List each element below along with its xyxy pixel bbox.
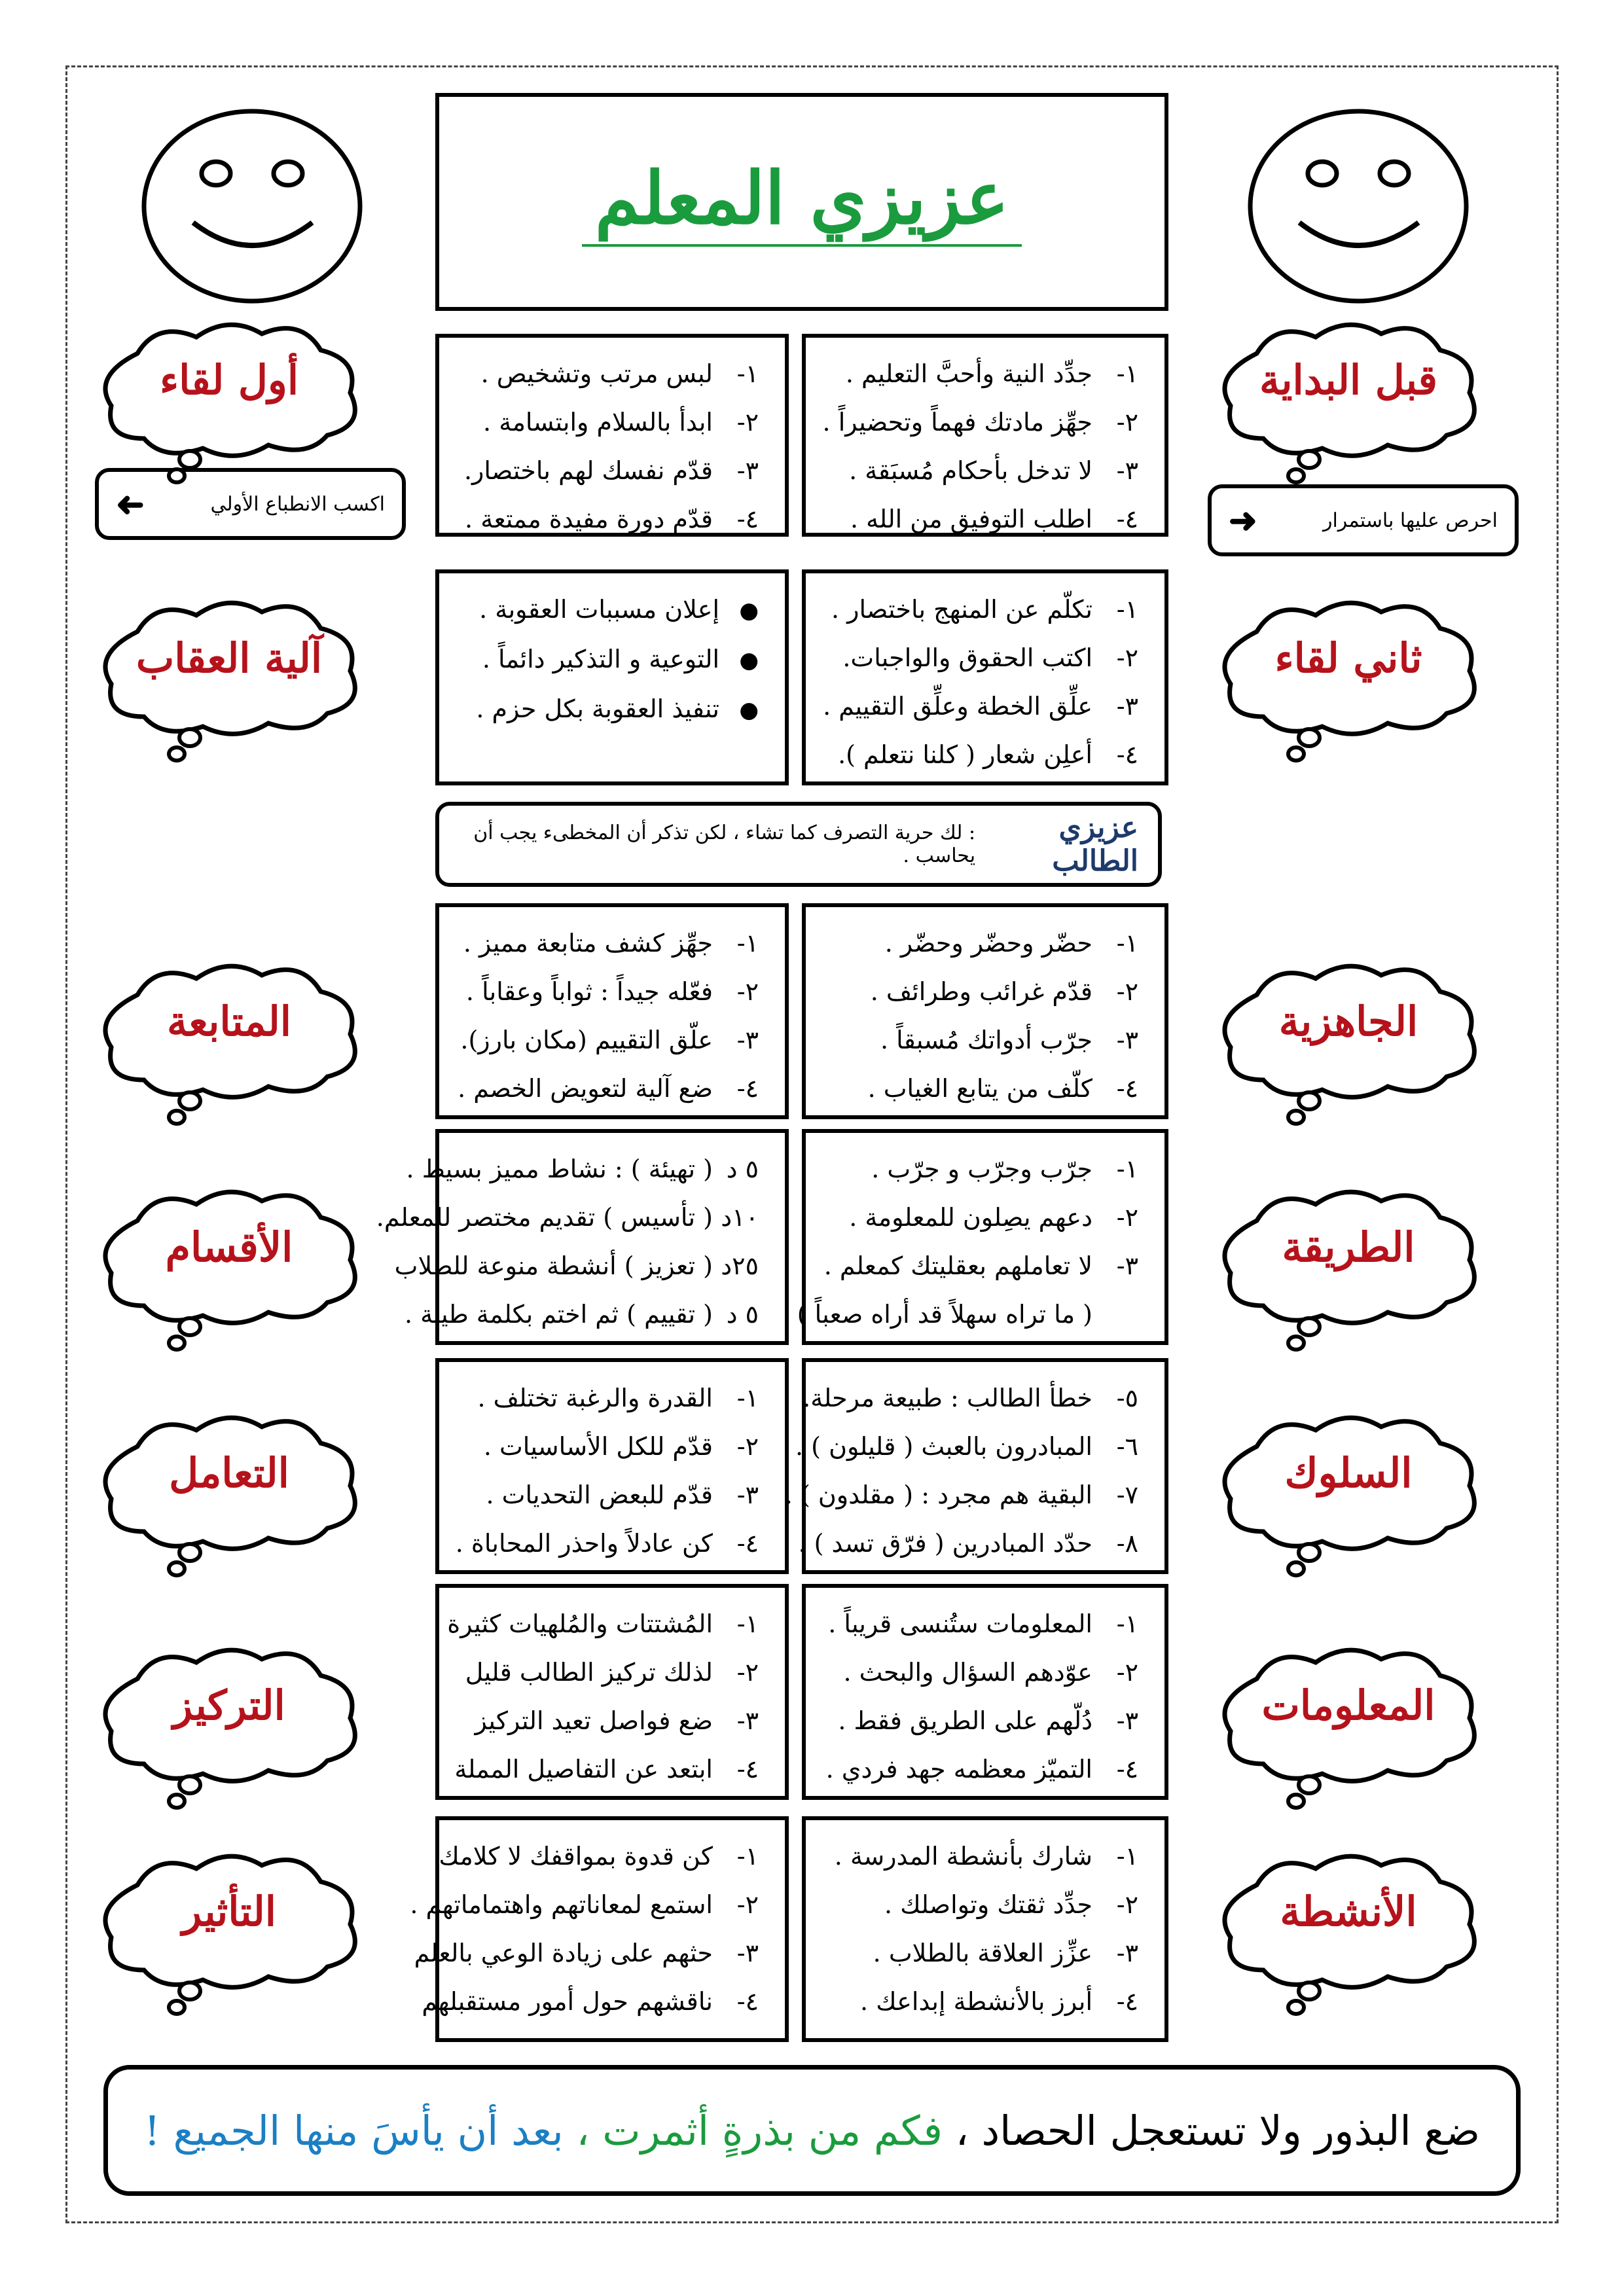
- item-number: ٢-: [736, 408, 759, 437]
- item-number: ●: [739, 598, 759, 624]
- item-number: ٤-: [1116, 505, 1138, 533]
- item-number: ٢-: [736, 977, 759, 1006]
- section-title: التعامل: [169, 1448, 289, 1497]
- item-number: ٥ د: [726, 1300, 759, 1329]
- list-item: [422, 1977, 759, 2026]
- list-item: [459, 1422, 759, 1471]
- arrow-left-icon: ➜: [1229, 500, 1257, 541]
- list-item: [404, 1290, 759, 1338]
- list-item: [459, 585, 759, 635]
- item-text: ضع آلية لتعويض الخصم .: [458, 1074, 713, 1103]
- list-item: [825, 1696, 1138, 1745]
- item-text: عزِّز العلاقة بالطلاب .: [873, 1939, 1092, 1967]
- tips-box-2: [802, 569, 1168, 785]
- item-number: ١-: [1116, 1609, 1138, 1638]
- item-text: المعلومات ستُنسى قريباً .: [828, 1609, 1092, 1638]
- cloud-label-0: [1211, 314, 1486, 484]
- list-item: [825, 495, 1138, 543]
- item-text: المُشتتات والمُلهيات كثيرة: [447, 1609, 713, 1638]
- item-text: حدّد المبادرين ( فرّق تسد ) .: [798, 1529, 1092, 1558]
- title-box: [435, 93, 1168, 311]
- list-item: [825, 1929, 1138, 1977]
- item-number: ٢-: [1116, 977, 1138, 1006]
- note-right-text: احرص عليها باستمرار: [1322, 509, 1498, 532]
- cloud-label-10: [1211, 1640, 1486, 1810]
- item-number: ٣-: [736, 1706, 759, 1735]
- item-text: قدّم غرائب وطرائف .: [870, 977, 1092, 1006]
- section-title: أول لقاء: [159, 355, 299, 404]
- item-text: قدّم للكل الأساسيات .: [483, 1432, 713, 1461]
- tips-box-8: [784, 1358, 1168, 1574]
- page-title: عزيزي المعلم: [582, 157, 1022, 247]
- item-number: ٤-: [736, 1987, 759, 2016]
- list-item: [825, 1880, 1138, 1929]
- list-item: [459, 685, 759, 734]
- list-item: [795, 1422, 1138, 1471]
- item-text: شارك بأنشطة المدرسة .: [834, 1842, 1092, 1871]
- item-text: أعلِن شعار ( كلنا نتعلم ).: [838, 740, 1092, 769]
- list-item: [459, 1696, 759, 1745]
- list-item: [822, 398, 1138, 446]
- item-number: ١-: [1116, 595, 1138, 624]
- tips-box-12: [802, 1816, 1168, 2042]
- list-item: [825, 585, 1138, 634]
- item-text: ( تقييم ) ثم اختم بكلمة طيبة .: [404, 1300, 713, 1329]
- item-text: اكتب الحقوق والواجبات.: [842, 643, 1092, 672]
- item-number: ٤-: [1116, 1755, 1138, 1784]
- footer-quote: [103, 2065, 1521, 2196]
- item-number: ٢٥د: [721, 1251, 759, 1280]
- item-text: ابتعد عن التفاصيل المملة: [454, 1755, 713, 1784]
- cloud-label-8: [1211, 1407, 1486, 1577]
- item-text: لا تدخل بأحكام مُسبَقة .: [849, 456, 1092, 485]
- item-text: ( تهيئة ) : نشاط مميز بسيط .: [406, 1155, 713, 1183]
- cloud-label-3: [92, 592, 367, 762]
- list-item: [784, 1471, 1138, 1519]
- item-text: جدِّد النية وأحبَّ التعليم .: [845, 359, 1092, 388]
- item-number: ٨-: [1116, 1529, 1138, 1558]
- cloud-label-6: [1211, 1181, 1486, 1352]
- tips-box-1: [435, 334, 789, 537]
- item-text: جرّب وجرّب و جرّب .: [871, 1155, 1092, 1183]
- list-item: [459, 919, 759, 967]
- item-text: ضع فواصل تعيد التركيز: [475, 1706, 713, 1735]
- list-item: [459, 1374, 759, 1422]
- item-text: لذلك تركيز الطالب قليل: [465, 1658, 713, 1687]
- item-text: جرّب أدواتك مُسبقاً .: [880, 1026, 1092, 1054]
- item-number: ٣-: [736, 1939, 759, 1967]
- list-item: [459, 1471, 759, 1519]
- item-number: ٣-: [1116, 1251, 1138, 1280]
- item-number: ٤-: [1116, 740, 1138, 769]
- item-text: المبادرون بالعبث ( قليلون ) .: [795, 1432, 1092, 1461]
- item-text: جدِّد ثقتك وتواصلك .: [884, 1890, 1092, 1919]
- footer-part1: ضع البذور ولا تستعجل الحصاد ،: [955, 2106, 1481, 2155]
- item-text: البقية هم مجرد : ( مقلدون ) .: [784, 1480, 1092, 1509]
- item-number: ١-: [1116, 929, 1138, 958]
- item-number: ١٠د: [721, 1203, 759, 1232]
- tips-box-11: [435, 1584, 789, 1800]
- cloud-label-12: [1211, 1846, 1486, 2016]
- list-item: [459, 635, 759, 685]
- cloud-label-4: [1211, 956, 1486, 1126]
- item-text: لبس مرتب وتشخيص .: [480, 359, 713, 388]
- item-text: لا تعاملهم بعقليتك كمعلم .: [823, 1251, 1092, 1280]
- list-item: [447, 1600, 759, 1648]
- item-number: ٧-: [1116, 1480, 1138, 1509]
- list-item: [459, 446, 759, 495]
- list-item: [394, 1242, 759, 1290]
- section-title: الأقسام: [165, 1223, 293, 1271]
- list-item: [825, 446, 1138, 495]
- tips-box-6: [797, 1129, 1168, 1345]
- list-item: [825, 1242, 1138, 1290]
- list-item: [410, 1880, 759, 1929]
- list-item: [459, 398, 759, 446]
- item-text: كن قدوة بمواقفك لا كلامك: [439, 1842, 713, 1871]
- list-item: [797, 1290, 1138, 1338]
- smiley-face-left-icon: [141, 108, 363, 304]
- tips-box-7: [376, 1129, 789, 1345]
- list-item: [825, 1600, 1138, 1648]
- item-text: كن عادلاً واحذر المحاباة .: [455, 1529, 713, 1558]
- list-item: [825, 1145, 1138, 1193]
- item-text: ( ما تراه سهلاً قد أراه صعباً ): [797, 1300, 1092, 1329]
- cloud-label-13: [92, 1846, 367, 2016]
- footer-part3: بعد أن يأسَ منها الجميع !: [143, 2106, 564, 2155]
- section-title: ثاني لقاء: [1274, 634, 1422, 682]
- cloud-label-1: [92, 314, 367, 484]
- item-number: ٣-: [1116, 1706, 1138, 1735]
- list-item: [825, 1977, 1138, 2026]
- item-number: ٢-: [1116, 643, 1138, 672]
- item-text: تنفيذ العقوبة بكل حزم .: [476, 694, 719, 723]
- section-title: التركيز: [173, 1681, 285, 1729]
- cloud-label-11: [92, 1640, 367, 1810]
- item-text: فعّله جيداً : ثواباً وعقاباً .: [465, 977, 713, 1006]
- footer-part2: فكم من بذرةٍ أثمرت ،: [576, 2106, 943, 2155]
- list-item: [454, 1745, 759, 1793]
- list-item: [825, 1745, 1138, 1793]
- item-number: ٣-: [736, 1026, 759, 1054]
- item-text: قدّم دورة مفيدة ممتعة .: [465, 505, 713, 533]
- item-number: ٣-: [1116, 456, 1138, 485]
- list-item: [459, 495, 759, 543]
- item-text: قدّم للبعض التحديات .: [486, 1480, 713, 1509]
- item-text: عوّدهم السؤال والبحث .: [843, 1658, 1092, 1687]
- item-text: ( تعزيز ) أنشطة منوعة للطلاب: [394, 1251, 713, 1280]
- section-title: السلوك: [1284, 1448, 1413, 1497]
- item-text: القدرة والرغبة تختلف .: [477, 1384, 713, 1412]
- note-right: [1208, 484, 1519, 556]
- list-item: [825, 350, 1138, 398]
- item-number: ٢-: [1116, 1890, 1138, 1919]
- list-item: [825, 682, 1138, 730]
- cloud-label-5: [92, 956, 367, 1126]
- item-number: ١-: [736, 1842, 759, 1871]
- list-item: [825, 1064, 1138, 1113]
- item-text: جهِّز مادتك فهماً وتحضيراً .: [822, 408, 1092, 437]
- list-item: [798, 1519, 1138, 1568]
- item-number: ١-: [736, 929, 759, 958]
- item-number: ٥-: [1116, 1384, 1138, 1412]
- item-number: ٢-: [736, 1890, 759, 1919]
- item-number: ●: [739, 697, 759, 723]
- list-item: [459, 1016, 759, 1064]
- item-number: ٣-: [1116, 692, 1138, 721]
- item-number: ٢-: [736, 1658, 759, 1687]
- item-text: ناقشهم حول أمور مستقبلهم: [422, 1987, 713, 2016]
- list-item: [455, 1519, 759, 1568]
- item-text: قدّم نفسك لهم باختصار.: [463, 456, 713, 485]
- item-text: دُلّهم على الطريق فقط .: [838, 1706, 1092, 1735]
- item-text: ابدأ بالسلام وابتسامة .: [483, 408, 713, 437]
- student-note: [435, 802, 1162, 887]
- item-number: ٤-: [1116, 1074, 1138, 1103]
- tips-box-10: [802, 1584, 1168, 1800]
- section-title: الجاهزية: [1278, 997, 1418, 1045]
- item-text: ( تأسيس ) تقديم مختصر للمعلم.: [376, 1203, 713, 1232]
- item-text: كلّف من يتابع الغياب .: [867, 1074, 1092, 1103]
- list-item: [825, 967, 1138, 1016]
- list-item: [825, 1193, 1138, 1242]
- item-text: إعلان مسببات العقوبة .: [479, 595, 719, 624]
- item-text: التميّز معظمه جهد فردي .: [825, 1755, 1092, 1784]
- list-item: [459, 1064, 759, 1113]
- tips-box-4: [802, 903, 1168, 1119]
- section-title: المعلومات: [1261, 1681, 1435, 1729]
- smiley-face-right-icon: [1247, 108, 1470, 304]
- list-item: [376, 1193, 759, 1242]
- cloud-label-7: [92, 1181, 367, 1352]
- item-number: ٦-: [1116, 1432, 1138, 1461]
- item-text: علِّق الخطة وعلِّق التقييم .: [823, 692, 1092, 721]
- list-item: [459, 350, 759, 398]
- item-number: ٤-: [1116, 1987, 1138, 2016]
- cloud-label-2: [1211, 592, 1486, 762]
- student-note-text: : لك حرية التصرف كما تشاء ، لكن تذكر أن المخطىء يجب أن يحاسب .: [473, 821, 976, 867]
- item-text: استمع لمعاناتهم واهتماماتهم .: [410, 1890, 713, 1919]
- item-number: ١-: [1116, 1842, 1138, 1871]
- item-number: ٢-: [1116, 408, 1138, 437]
- cloud-label-9: [92, 1407, 367, 1577]
- item-text: أبرز بالأنشطة إبداعك .: [860, 1987, 1092, 2016]
- list-item: [825, 1648, 1138, 1696]
- item-text: تكلّم عن المنهج باختصار .: [831, 595, 1092, 624]
- item-number: ٤-: [736, 505, 759, 533]
- section-title: المتابعة: [167, 997, 291, 1045]
- section-title: التأثير: [182, 1887, 276, 1935]
- arrow-right-icon: ➜: [116, 484, 145, 524]
- list-item: [825, 730, 1138, 779]
- item-number: ٥ د: [726, 1155, 759, 1183]
- item-text: حثهم على زيادة الوعي بالعلم: [414, 1939, 713, 1967]
- list-item: [825, 1832, 1138, 1880]
- item-text: علّق التقييم (مكان بارز).: [460, 1026, 713, 1054]
- item-text: جهِّز كشف متابعة مميز .: [463, 929, 713, 958]
- item-number: ١-: [736, 359, 759, 388]
- item-number: ●: [739, 647, 759, 673]
- list-item: [439, 1832, 759, 1880]
- tips-box-5: [435, 903, 789, 1119]
- item-number: ١-: [736, 1609, 759, 1638]
- student-note-label: عزيزي الطالب: [1052, 811, 1138, 878]
- list-item: [414, 1929, 759, 1977]
- item-number: ٣-: [736, 1480, 759, 1509]
- section-title: الأنشطة: [1280, 1887, 1417, 1935]
- item-number: ١-: [1116, 359, 1138, 388]
- item-number: ٤-: [736, 1755, 759, 1784]
- item-text: خطأ الطالب : طبيعة مرحلة.: [803, 1384, 1092, 1412]
- item-number: ٤-: [736, 1074, 759, 1103]
- item-number: ٣-: [1116, 1939, 1138, 1967]
- item-number: ١-: [1116, 1155, 1138, 1183]
- list-item: [825, 634, 1138, 682]
- list-item: [406, 1145, 759, 1193]
- list-item: [459, 1648, 759, 1696]
- item-number: ١-: [736, 1384, 759, 1412]
- tips-box-9: [435, 1358, 789, 1574]
- section-title: آلية العقاب: [135, 634, 323, 682]
- item-number: ٢-: [1116, 1203, 1138, 1232]
- item-text: التوعية و التذكير دائماً .: [482, 645, 719, 673]
- item-text: دعهم يصِلون للمعلومة .: [849, 1203, 1092, 1232]
- tips-box-13: [410, 1816, 789, 2042]
- item-number: ٣-: [1116, 1026, 1138, 1054]
- item-text: حضّر وحضّر وحضّر .: [884, 929, 1092, 958]
- list-item: [825, 919, 1138, 967]
- item-text: اطلب التوفيق من الله .: [850, 505, 1092, 533]
- item-number: ٣-: [736, 456, 759, 485]
- item-number: ٢-: [1116, 1658, 1138, 1687]
- tips-box-0: [802, 334, 1168, 537]
- section-title: الطريقة: [1282, 1223, 1415, 1271]
- note-left-text: اكسب الانطباع الأولي: [210, 492, 385, 516]
- tips-box-3: [435, 569, 789, 785]
- item-number: ٢-: [736, 1432, 759, 1461]
- list-item: [459, 967, 759, 1016]
- list-item: [803, 1374, 1138, 1422]
- section-title: قبل البداية: [1259, 355, 1437, 404]
- list-item: [825, 1016, 1138, 1064]
- item-number: ٤-: [736, 1529, 759, 1558]
